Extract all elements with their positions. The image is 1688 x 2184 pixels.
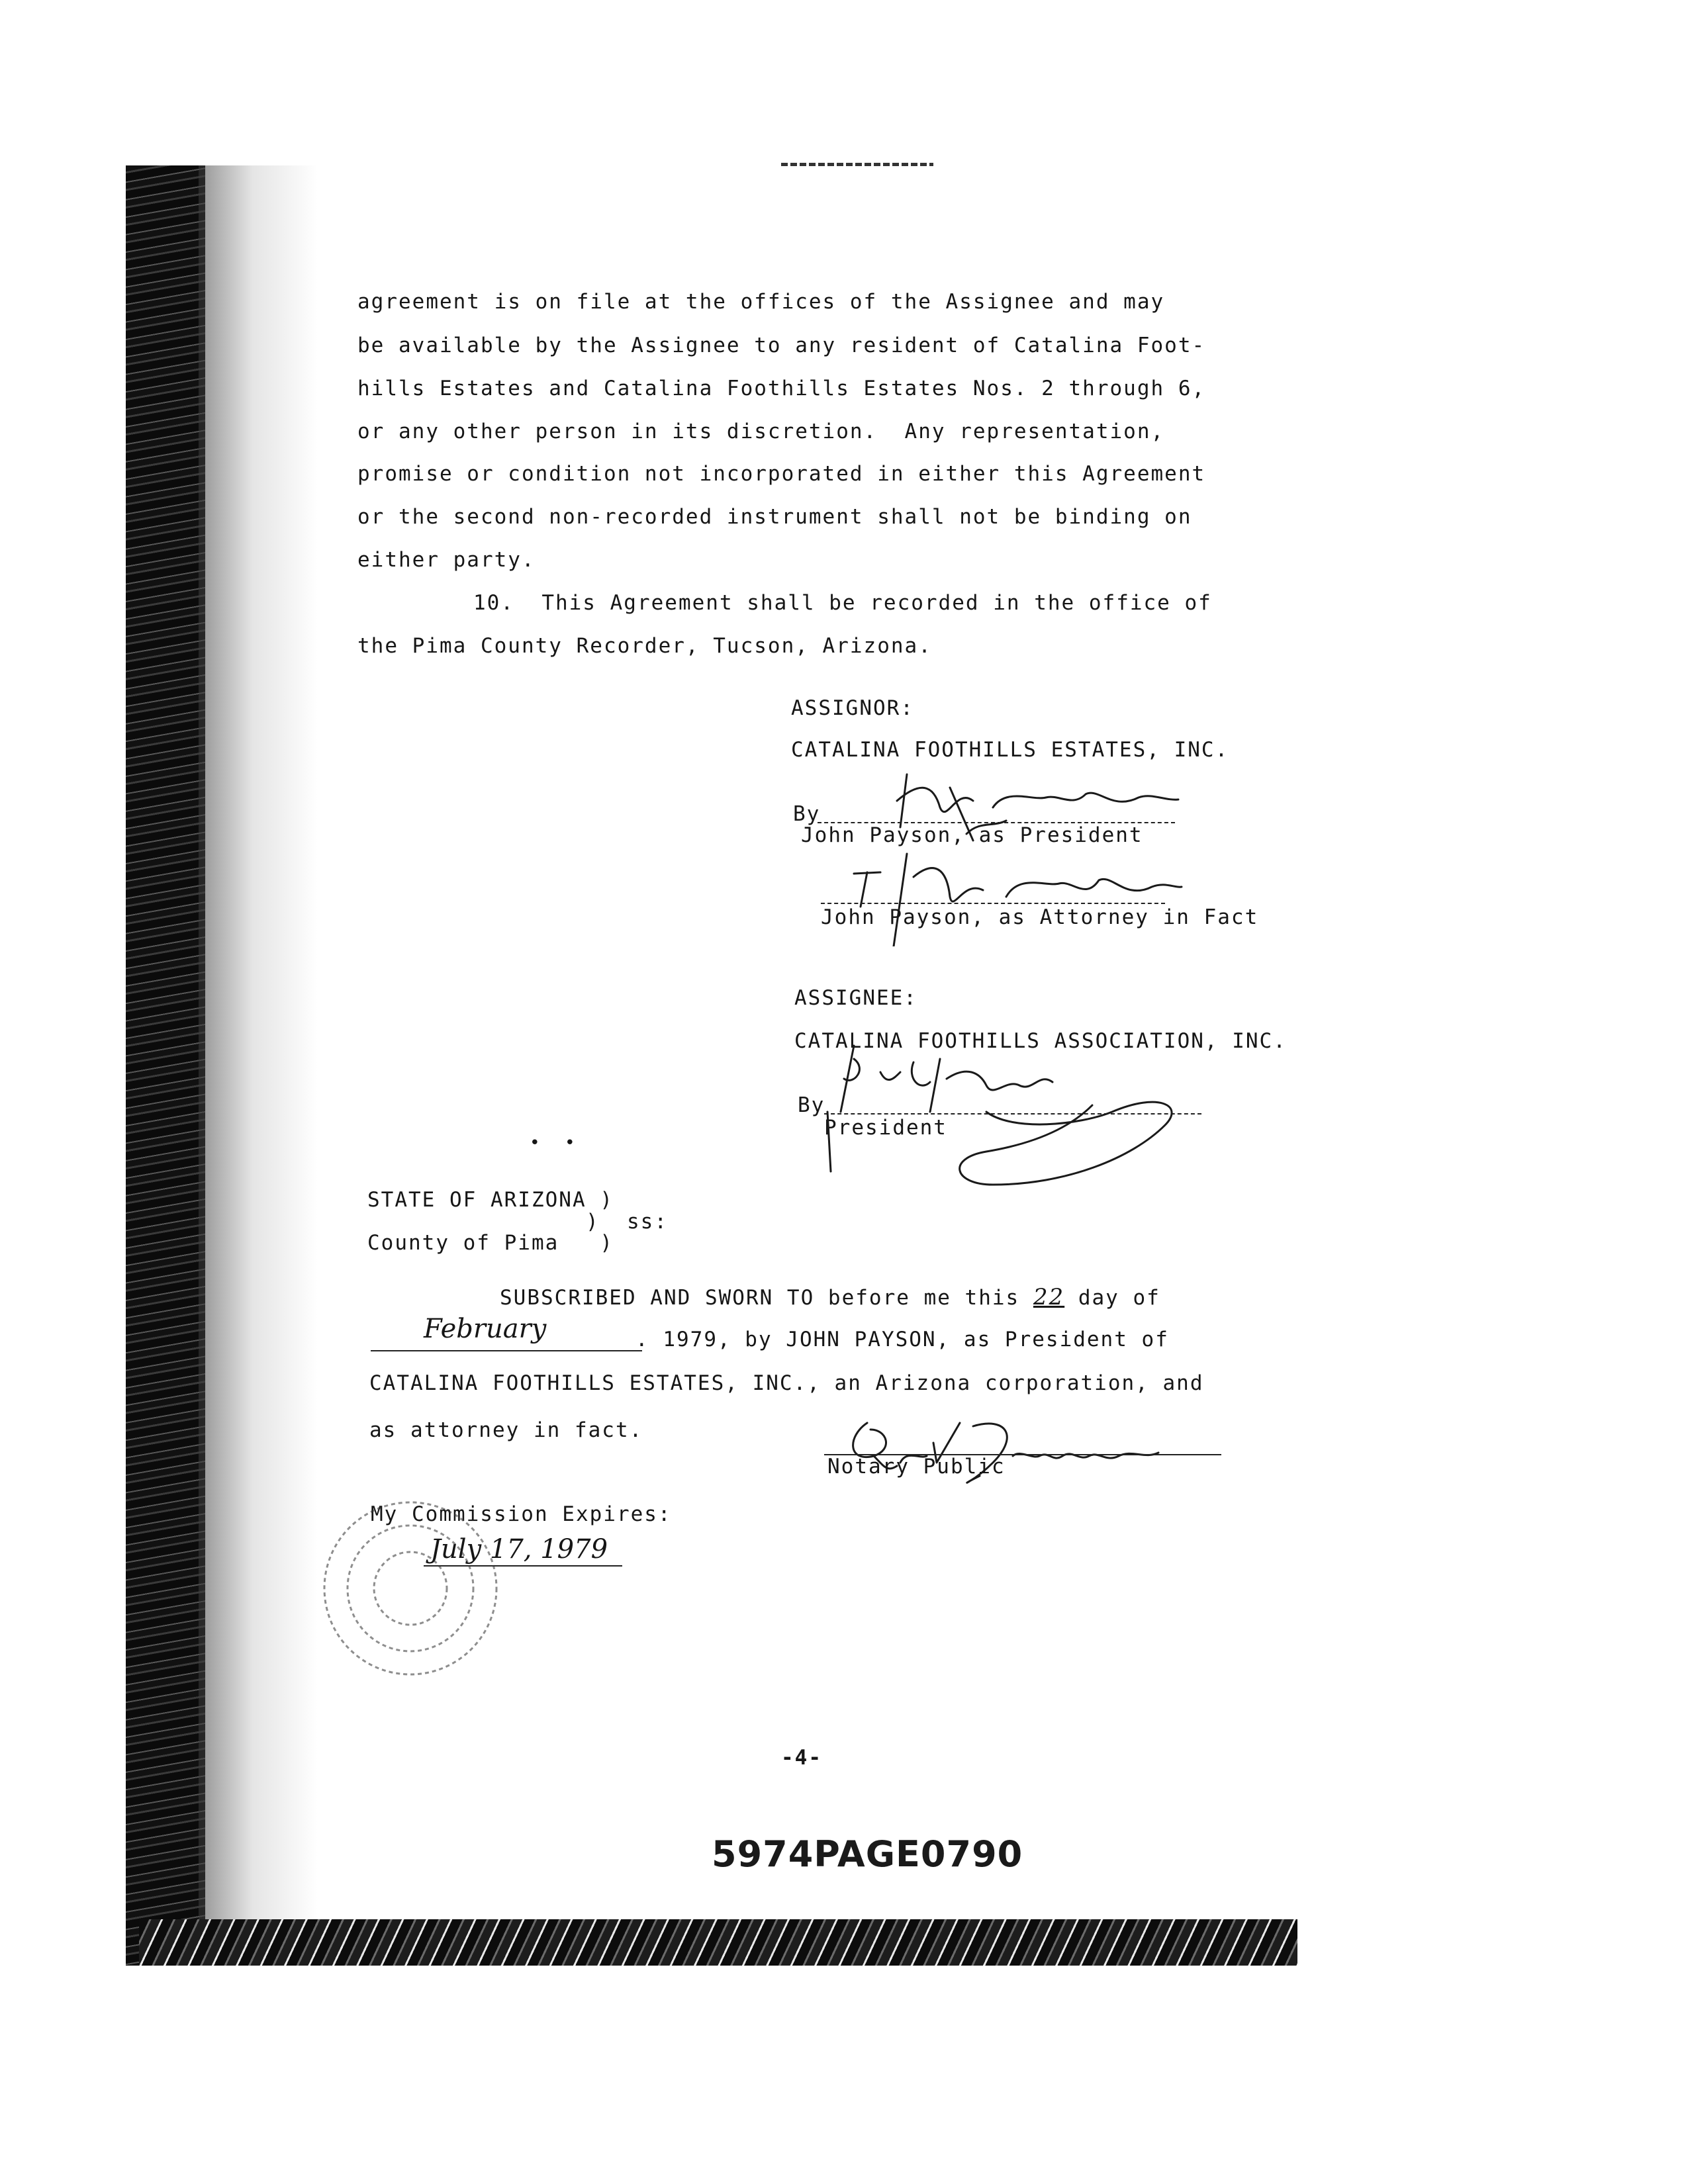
body-line: either party. <box>357 548 536 572</box>
payson-signature-1 <box>834 761 1192 847</box>
jurat-month-handwritten: February <box>424 1314 547 1344</box>
body-line: or the second non-recorded instrument shall not be binding on <box>357 505 1192 529</box>
assignee-title: President <box>824 1116 947 1140</box>
assignor-company: CATALINA FOOTHILLS ESTATES, INC. <box>791 738 1229 762</box>
scan-top-mark <box>781 163 933 166</box>
notary-label: Notary Public <box>827 1455 1006 1479</box>
assignor-signer-attorney: John Payson, as Attorney in Fact <box>821 905 1259 929</box>
venue-county: County of Pima ) <box>367 1231 614 1255</box>
book-page-stamp: 5974PAGE0790 <box>712 1833 1023 1875</box>
jurat-line-1 <box>500 1284 1160 1310</box>
stray-dot: • • <box>530 1133 577 1153</box>
assignee-signature <box>814 1032 1211 1231</box>
body-line: be available by the Assignee to any resident of Catalina Foot- <box>357 334 1206 357</box>
jurat-line-3: CATALINA FOOTHILLS ESTATES, INC., an Arizona corporation, and <box>369 1371 1204 1395</box>
payson-signature-2 <box>841 847 1185 946</box>
jurat-line-4: as attorney in fact. <box>369 1418 643 1442</box>
jurat-prefix: SUBSCRIBED AND SWORN TO before me this <box>500 1286 1020 1310</box>
assignor-by-label: By <box>793 802 821 826</box>
paragraph-10-line: 10. This Agreement shall be recorded in the office of <box>473 591 1212 615</box>
scan-left-noise <box>199 165 318 1952</box>
venue-state: STATE OF ARIZONA ) <box>367 1188 614 1212</box>
assignor-heading: ASSIGNOR: <box>791 696 914 720</box>
notary-seal <box>311 1489 510 1688</box>
assignee-heading: ASSIGNEE: <box>794 986 917 1010</box>
assignor-signature-line-2 <box>821 903 1165 904</box>
venue-ss: ) ss: <box>586 1210 668 1234</box>
scan-left-edge <box>126 165 205 1966</box>
body-line: promise or condition not incorporated in either this Agreement <box>357 462 1206 486</box>
jurat-line-2: . 1979, by JOHN PAYSON, as President of <box>635 1328 1169 1351</box>
jurat-day: 22 <box>1033 1284 1065 1310</box>
body-line: hills Estates and Catalina Foothills Estates Nos. 2 through 6, <box>357 377 1206 400</box>
scan-bottom-edge <box>139 1919 1297 1966</box>
commission-date-handwritten: July 17, 1979 <box>430 1534 608 1565</box>
commission-label: My Commission Expires: <box>371 1502 672 1526</box>
month-blank-line <box>371 1350 642 1351</box>
paragraph-10-line: the Pima County Recorder, Tucson, Arizona. <box>357 634 932 658</box>
assignee-company: CATALINA FOOTHILLS ASSOCIATION, INC. <box>794 1029 1287 1053</box>
body-line: agreement is on file at the offices of the Assignee and may <box>357 290 1165 314</box>
body-line: or any other person in its discretion. Any representation, <box>357 420 1165 443</box>
assignee-by-label: By <box>798 1093 825 1117</box>
assignor-signer-president: John Payson, as President <box>801 823 1143 847</box>
jurat-day-suffix: day of <box>1078 1286 1160 1310</box>
page-number: -4- <box>781 1746 822 1770</box>
